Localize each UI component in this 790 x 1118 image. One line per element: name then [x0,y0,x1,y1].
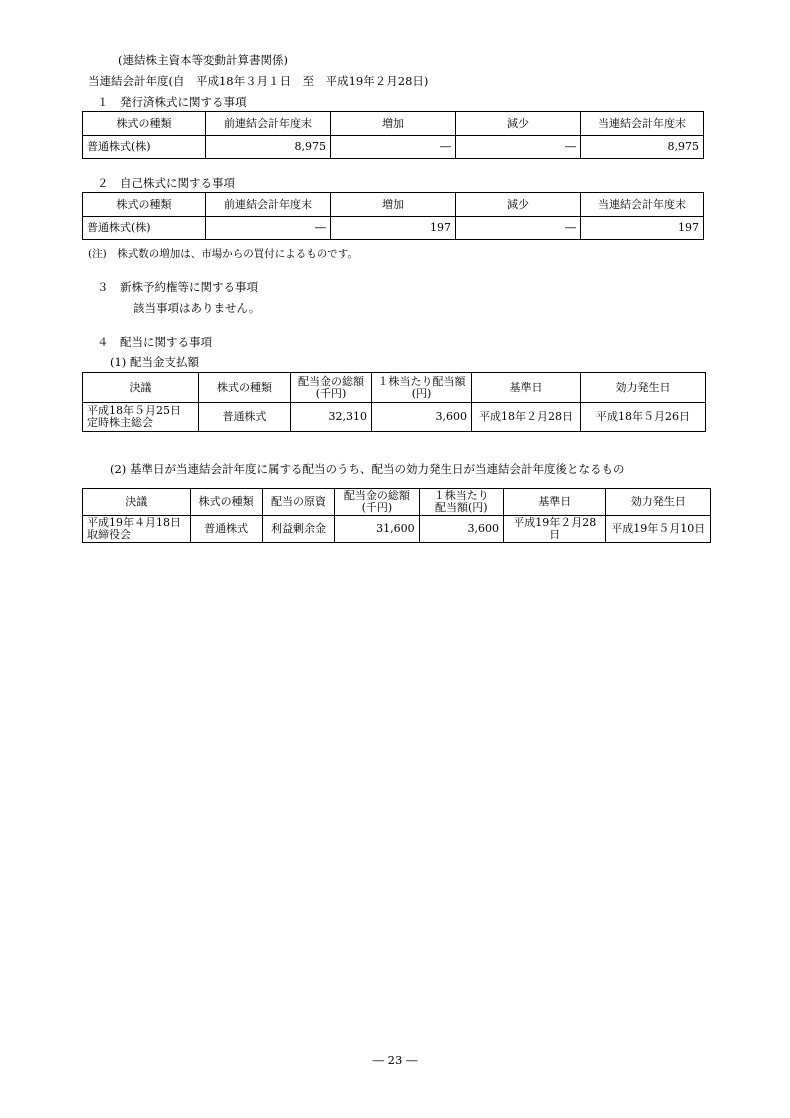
table-cell: 3,600 [419,516,503,543]
s3-body: 該当事項はありません。 [133,301,261,315]
table-cell: 普通株式(株) [83,217,206,240]
header-cell: 株式の種類 [83,193,206,217]
s4-sub2-heading: (2) 基準日が当連結会計年度に属する配当のうち、配当の効力発生日が当連結会計年度後となるもの [110,462,625,476]
header-cell: 当連結会計年度末 [581,193,704,217]
dividends-paid-table [82,372,706,432]
table-cell: 8,975 [206,136,331,159]
header-cell: 効力発生日 [606,489,711,516]
header-cell: 減少 [456,193,581,217]
header-cell: 基準日 [472,373,581,403]
header-cell: 決議 [83,373,199,403]
header-cell: 株式の種類 [199,373,291,403]
table-cell: 平成18年５月25日 定時株主総会 [83,403,199,432]
s1-heading: １ 発行済株式に関する事項 [97,95,247,109]
treasury-shares-table [82,192,704,240]
s2-heading: ２ 自己株式に関する事項 [97,176,235,190]
table-cell: 31,600 [335,516,419,543]
table-cell: 8,975 [581,136,704,159]
header-cell: 前連結会計年度末 [206,193,331,217]
header-cell: １株当たり配当額 (円) [372,373,472,403]
issued-shares-table [82,111,704,159]
header-cell: 配当金の総額 (千円) [291,373,372,403]
table-cell: 利益剰余金 [262,516,334,543]
table-cell: 3,600 [372,403,472,432]
header-cell: 株式の種類 [190,489,262,516]
dividends-after-year-table [82,488,711,543]
table-cell: 197 [331,217,456,240]
s3-heading: ３ 新株予約権等に関する事項 [97,280,258,294]
table-cell: 平成19年５月10日 [606,516,711,543]
table-cell: 197 [581,217,704,240]
header-cell: 基準日 [503,489,605,516]
s2-note: (注) 株式数の増加は、市場からの買付によるものです。 [88,248,358,260]
table-cell: 平成19年２月28日 [503,516,605,543]
table-cell: 普通株式(株) [83,136,206,159]
s4-heading: ４ 配当に関する事項 [97,335,212,349]
header-cell: 増加 [331,112,456,136]
header-cell: 当連結会計年度末 [581,112,704,136]
header-cell: 配当の原資 [262,489,334,516]
table-cell: 平成18年２月28日 [472,403,581,432]
header-cell: 配当金の総額 (千円) [335,489,419,516]
table-cell: ― [456,136,581,159]
table-cell: ― [331,136,456,159]
table-cell: 平成19年４月18日 取締役会 [83,516,191,543]
table-cell: 普通株式 [199,403,291,432]
table-cell: ― [206,217,331,240]
header-cell: 効力発生日 [581,373,706,403]
header-cell: 決議 [83,489,191,516]
period-line: 当連結会計年度(自 平成18年３月１日 至 平成19年２月28日) [88,74,429,88]
header-cell: 減少 [456,112,581,136]
table-cell: 32,310 [291,403,372,432]
header-cell: １株当たり 配当額(円) [419,489,503,516]
table-cell: 平成18年５月26日 [581,403,706,432]
header-cell: 株式の種類 [83,112,206,136]
table-cell: 普通株式 [190,516,262,543]
header-cell: 前連結会計年度末 [206,112,331,136]
table-cell: ― [456,217,581,240]
section-title: (連結株主資本等変動計算書関係) [118,53,288,67]
page-number: ― 23 ― [372,1053,418,1067]
s4-sub1-heading: (1) 配当金支払額 [110,355,199,369]
header-cell: 増加 [331,193,456,217]
